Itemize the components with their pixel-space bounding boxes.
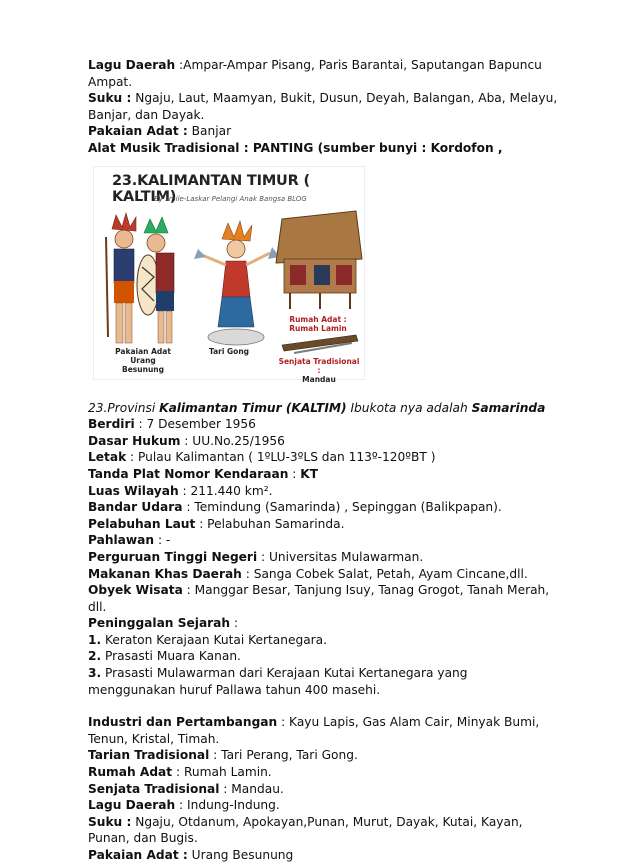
kaltim-illustration — [93, 166, 365, 384]
fact-plat-nomor: Tanda Plat Nomor Kendaraan : KT — [88, 466, 319, 481]
fact-obyek-wisata: Obyek Wisata : Manggar Besar, Tanjung Isuy, Tanag Grogot, Tanah Merah, dll. — [88, 583, 550, 614]
rumah-lamin-drawing — [276, 211, 362, 309]
suku-line: Suku : Ngaju, Laut, Maamyan, Bukit, Dusun, Deyah, Balangan, Aba, Melayu, Banjar, dan Dayak. — [88, 91, 558, 122]
caption-rumah-adat: Rumah Adat : Rumah Lamin — [289, 314, 347, 333]
woman-shield-drawing — [137, 217, 174, 343]
paragraph-spacer — [88, 698, 558, 714]
caption-senjata: Senjata Tradisional : Mandau — [278, 356, 360, 384]
pakaian-adat-line: Pakaian Adat : Banjar — [88, 124, 232, 139]
province-heading: 23.Provinsi Kalimantan Timur (KALTIM) Ibukota nya adalah Samarinda — [88, 400, 546, 415]
sejarah-item: 2. Prasasti Muara Kanan. — [88, 649, 241, 664]
sejarah-item: 3. Prasasti Mulawarman dari Kerajaan Kutai Kertanegara yang menggunakan huruf Pallawa tahun 400 masehi. — [88, 666, 468, 697]
fact-pahlawan: Pahlawan : - — [88, 533, 171, 548]
illustration-title: 23.KALIMANTAN TIMUR ( KALTIM) — [112, 172, 310, 206]
fact-bandar-udara: Bandar Udara : Temindung (Samarinda) , Sepinggan (Balikpapan). — [88, 500, 502, 515]
fact-dasar-hukum: Dasar Hukum : UU.No.25/1956 — [88, 433, 285, 448]
alat-musik-line: Alat Musik Tradisional : PANTING (sumber bunyi : Kordofon , — [88, 140, 503, 155]
fact-pelabuhan-laut: Pelabuhan Laut : Pelabuhan Samarinda. — [88, 516, 345, 531]
fact-lagu-daerah: Lagu Daerah : Indung-Indung. — [88, 798, 280, 813]
fact-tarian: Tarian Tradisional : Tari Perang, Tari Gong. — [88, 748, 358, 763]
fact-letak: Letak : Pulau Kalimantan ( 1ºLU-3ºLS dan 113º-120ºBT ) — [88, 450, 436, 465]
caption-pakaian-adat: Pakaian Adat Urang Besunung — [115, 346, 171, 374]
fact-pakaian-adat: Pakaian Adat : Urang Besunung — [88, 848, 294, 862]
fact-berdiri: Berdiri : 7 Desember 1956 — [88, 417, 256, 432]
man-figure-drawing — [106, 213, 136, 343]
fact-luas-wilayah: Luas Wilayah : 211.440 km². — [88, 483, 273, 498]
mandau-drawing — [282, 335, 358, 353]
fact-senjata: Senjata Tradisional : Mandau. — [88, 781, 284, 796]
document-page — [88, 57, 558, 864]
caption-tari-gong: Tari Gong — [208, 346, 250, 356]
fact-suku: Suku : Ngaju, Otdanum, Apokayan,Punan, Murut, Dayak, Kutai, Kayan, Punan, dan Bugis. — [88, 814, 523, 846]
dancer-drawing — [194, 221, 280, 345]
fact-perguruan-tinggi: Perguruan Tinggi Negeri : Universitas Mulawarman. — [88, 549, 424, 564]
fact-industri: Industri dan Pertambangan : Kayu Lapis, Gas Alam Cair, Minyak Bumi, Tenun, Kristal, Timah. — [88, 715, 540, 746]
sejarah-item: 1. Keraton Kerajaan Kutai Kertanegara. — [88, 632, 328, 647]
fact-peninggalan-sejarah: Peninggalan Sejarah : — [88, 616, 239, 631]
fact-rumah-adat: Rumah Adat : Rumah Lamin. — [88, 765, 272, 780]
illustration-credit: By smile-Laskar Pelangi Anak Bangsa BLOG — [154, 194, 307, 203]
fact-makanan-khas: Makanan Khas Daerah : Sanga Cobek Salat, Petah, Ayam Cincane,dll. — [88, 566, 528, 581]
lagu-daerah-line: Lagu Daerah :Ampar-Ampar Pisang, Paris Barantai, Saputangan Bapuncu Ampat. — [88, 58, 542, 89]
